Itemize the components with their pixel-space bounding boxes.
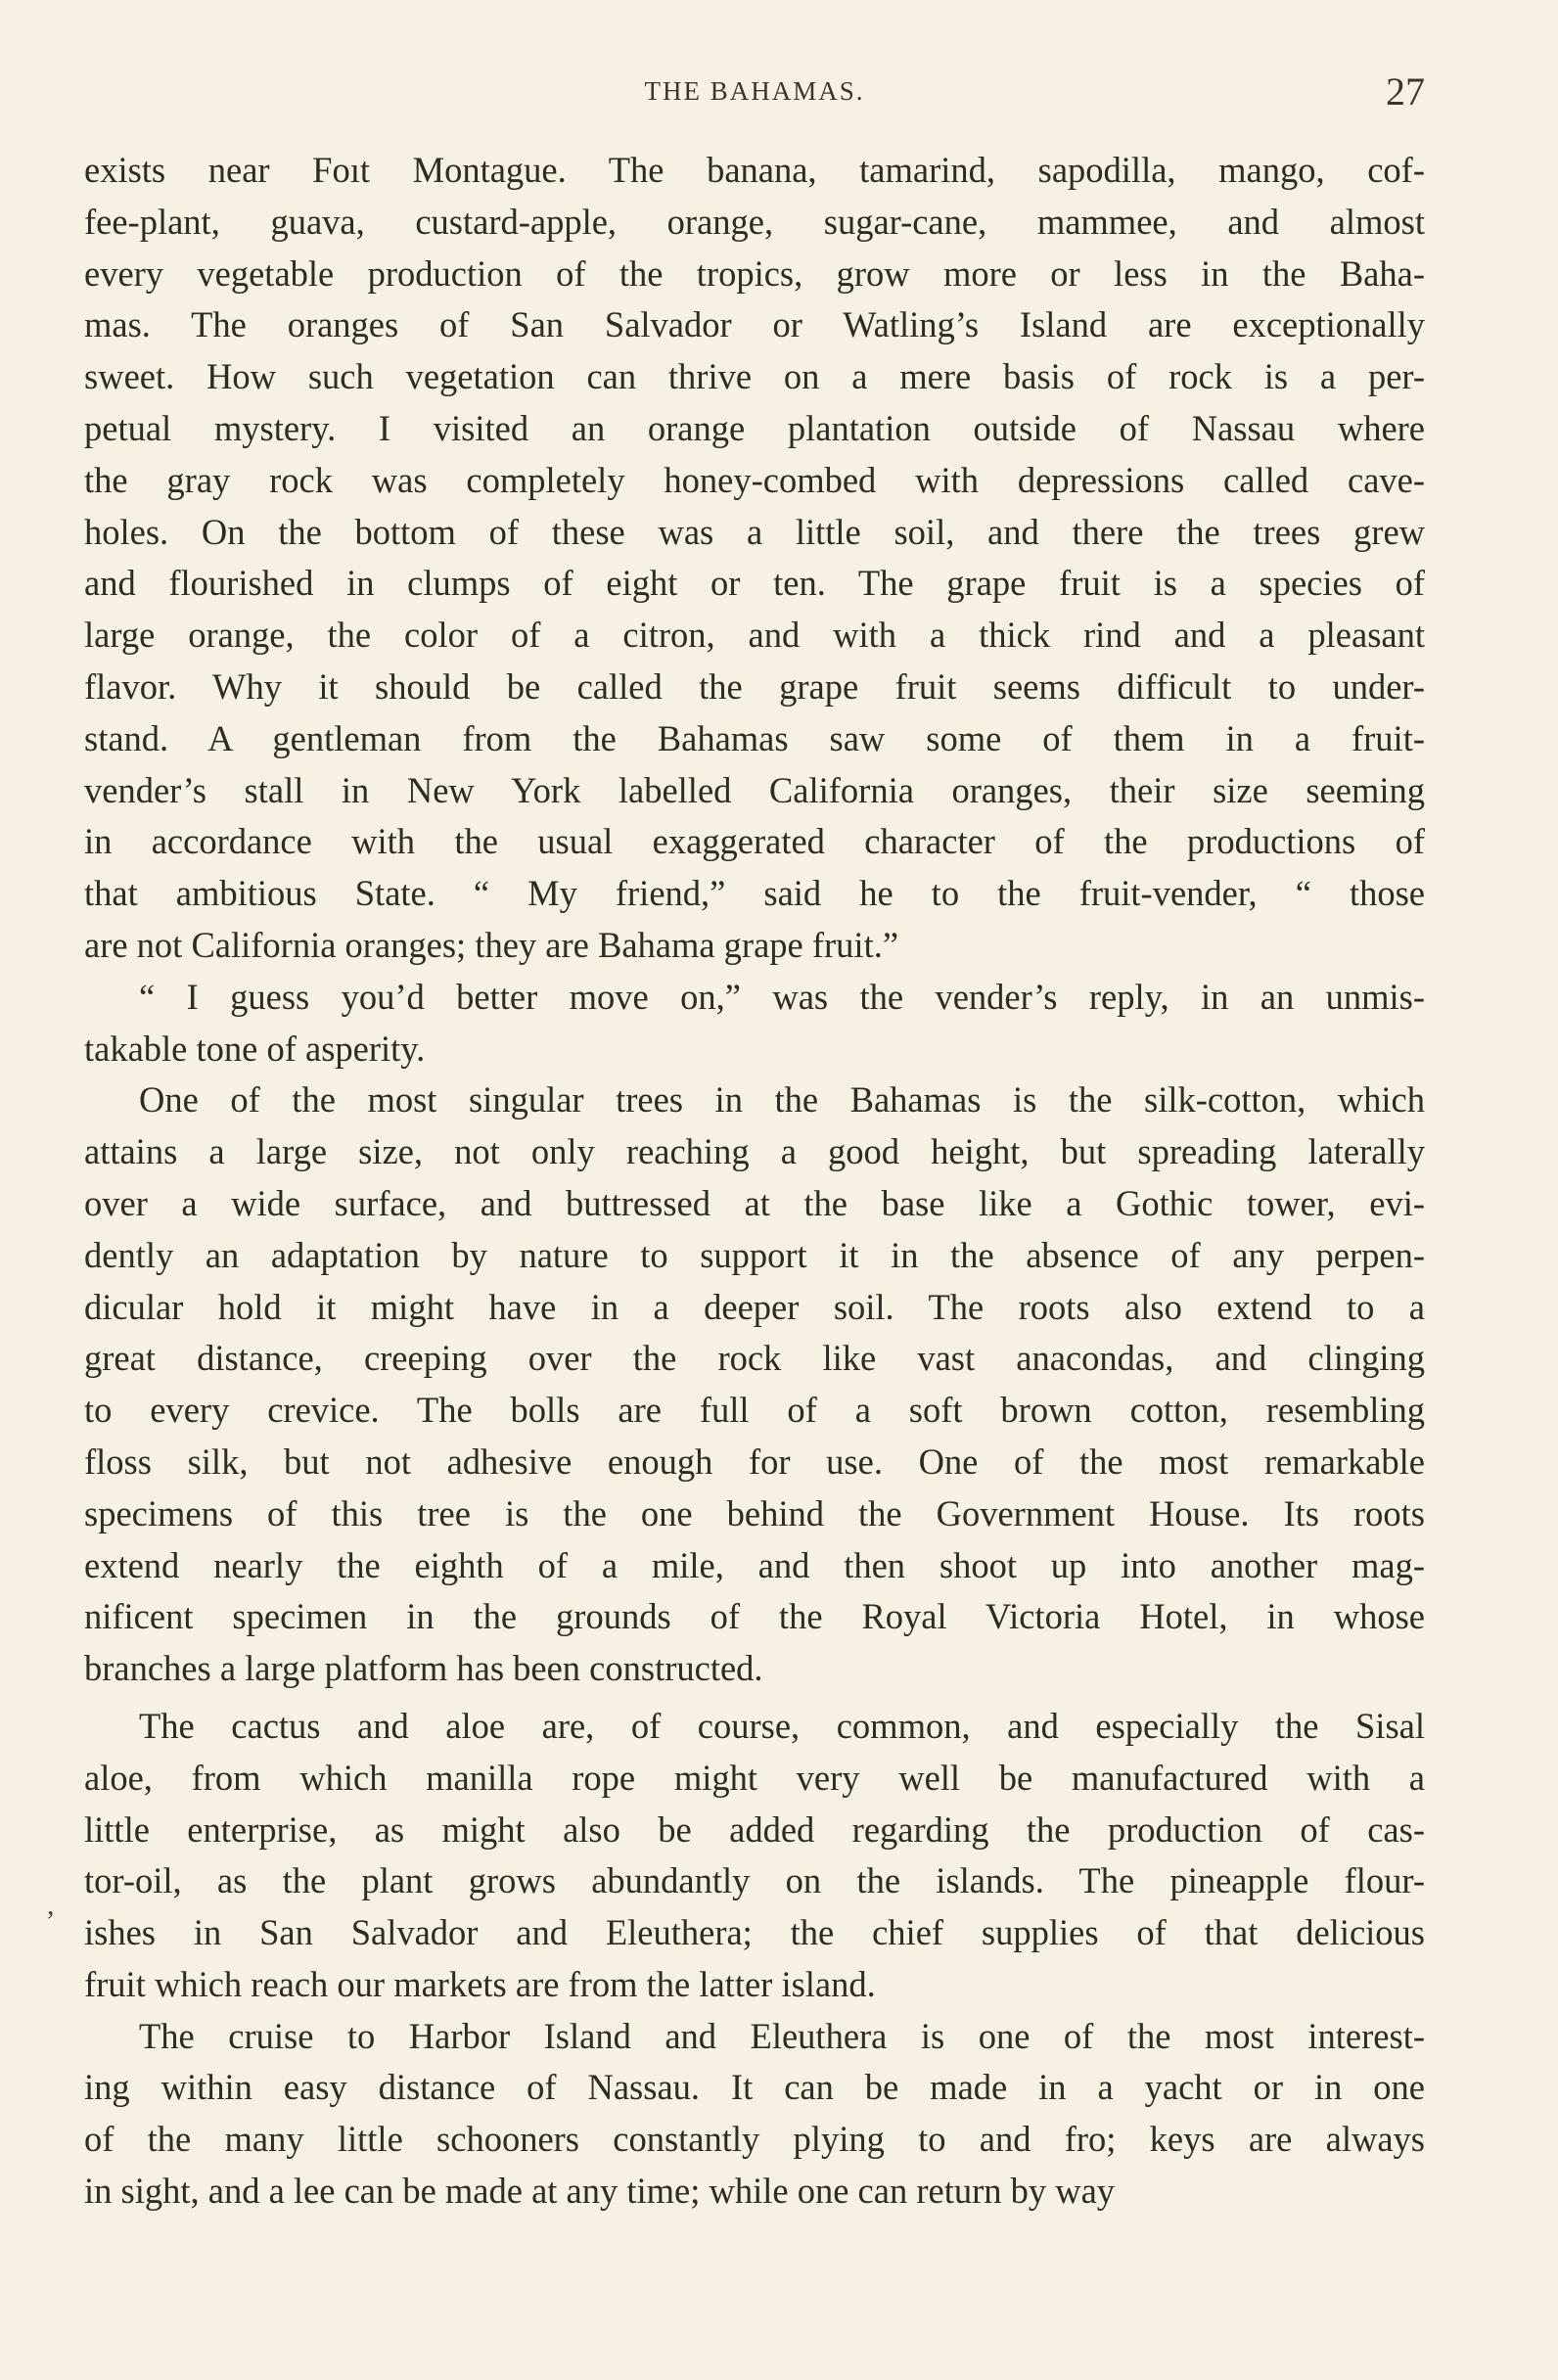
text-line: aloe, from which manilla rope might very well be manufactured with a bbox=[84, 1757, 1425, 1798]
text-line: fruit which reach our markets are from the latter island. bbox=[84, 1963, 876, 2004]
text-line: stand. A gentleman from the Bahamas saw some of them in a fruit- bbox=[84, 717, 1425, 758]
text-line: attains a large size, not only reaching a good height, but spreading laterally bbox=[84, 1131, 1425, 1172]
text-line: dicular hold it might have in a deeper soil. The roots also extend to a bbox=[84, 1286, 1425, 1327]
text-line: sweet. How such vegetation can thrive on a mere basis of rock is a per- bbox=[84, 356, 1425, 397]
text-line: great distance, creeping over the rock like vast anacondas, and clinging bbox=[84, 1338, 1425, 1379]
text-line: flavor. Why it should be called the grape fruit seems difficult to under- bbox=[84, 665, 1425, 707]
text-line: The cactus and aloe are, of course, common, and especially the Sisal bbox=[139, 1705, 1425, 1746]
running-head bbox=[84, 69, 1425, 117]
text-line: and flourished in clumps of eight or ten. The grape fruit is a species of bbox=[84, 563, 1425, 604]
text-line: holes. On the bottom of these was a little soil, and there the trees grew bbox=[84, 511, 1425, 552]
paragraph bbox=[84, 972, 1425, 1076]
text-line: ishes in San Salvador and Eleuthera; the chief supplies of that delicious bbox=[84, 1912, 1425, 1953]
text-line: every vegetable production of the tropics, grow more or less in the Baha- bbox=[84, 252, 1425, 294]
text-line: to every crevice. The bolls are full of a soft brown cotton, resembling bbox=[84, 1390, 1425, 1431]
text-line: in accordance with the usual exaggerated character of the productions of bbox=[84, 821, 1425, 862]
text-line: takable tone of asperity. bbox=[84, 1028, 426, 1069]
text-line: are not California oranges; they are Bahama grape fruit.” bbox=[84, 924, 899, 965]
text-line: specimens of this tree is the one behind the Government House. Its roots bbox=[84, 1492, 1425, 1533]
text-line: “ I guess you’d better move on,” was the vender’s reply, in an unmis- bbox=[139, 976, 1425, 1017]
text-line: in sight, and a lee can be made at any time; while one can return by way bbox=[84, 2171, 1116, 2212]
paragraph bbox=[84, 1701, 1425, 2011]
paragraph bbox=[84, 2011, 1425, 2218]
text-line: fee-plant, guava, custard-apple, orange, sugar-cane, mammee, and almost bbox=[84, 201, 1425, 242]
text-line: extend nearly the eighth of a mile, and then shoot up into another mag- bbox=[84, 1544, 1425, 1585]
text-line: The cruise to Harbor Island and Eleuthera is one of the most interest- bbox=[139, 2015, 1425, 2056]
text-line: ing within easy distance of Nassau. It can be made in a yacht or in one bbox=[84, 2067, 1425, 2108]
text-line: little enterprise, as might also be added regarding the production of cas- bbox=[84, 1808, 1425, 1850]
body-text bbox=[84, 145, 1425, 2218]
text-line: nificent specimen in the grounds of the Royal Victoria Hotel, in whose bbox=[84, 1596, 1425, 1637]
text-line: floss silk, but not adhesive enough for use. One of the most remarkable bbox=[84, 1441, 1425, 1482]
text-line: the gray rock was completely honey-combed with depressions called cave- bbox=[84, 459, 1425, 500]
margin-mark: , bbox=[47, 1889, 55, 1921]
text-line: vender’s stall in New York labelled California oranges, their size seeming bbox=[84, 769, 1425, 810]
text-line: exists near Foıt Montague. The banana, tamarind, sapodilla, mango, cof- bbox=[84, 150, 1425, 190]
text-line: that ambitious State. “ My friend,” said he to the fruit-vender, “ those bbox=[84, 873, 1425, 914]
text-line: petual mystery. I visited an orange plantation outside of Nassau where bbox=[84, 407, 1425, 448]
text-line: tor-oil, as the plant grows abundantly on the islands. The pineapple flour- bbox=[84, 1860, 1425, 1901]
text-line: over a wide surface, and buttressed at the base like a Gothic tower, evi- bbox=[84, 1182, 1425, 1223]
text-line: of the many little schooners constantly plying to and fro; keys are always bbox=[84, 2119, 1425, 2160]
text-line: One of the most singular trees in the Bahamas is the silk-cotton, which bbox=[139, 1079, 1425, 1121]
page-number: 27 bbox=[1386, 69, 1425, 114]
text-line: large orange, the color of a citron, and with a thick rind and a pleasant bbox=[84, 615, 1425, 656]
paragraph bbox=[84, 145, 1425, 972]
running-title: THE BAHAMAS. bbox=[644, 76, 865, 106]
paragraph bbox=[84, 1075, 1425, 1695]
text-line: branches a large platform has been constructed. bbox=[84, 1648, 763, 1689]
text-line: mas. The oranges of San Salvador or Watling’s Island are exceptionally bbox=[84, 304, 1425, 345]
text-line: dently an adaptation by nature to support it in the absence of any perpen- bbox=[84, 1234, 1425, 1275]
